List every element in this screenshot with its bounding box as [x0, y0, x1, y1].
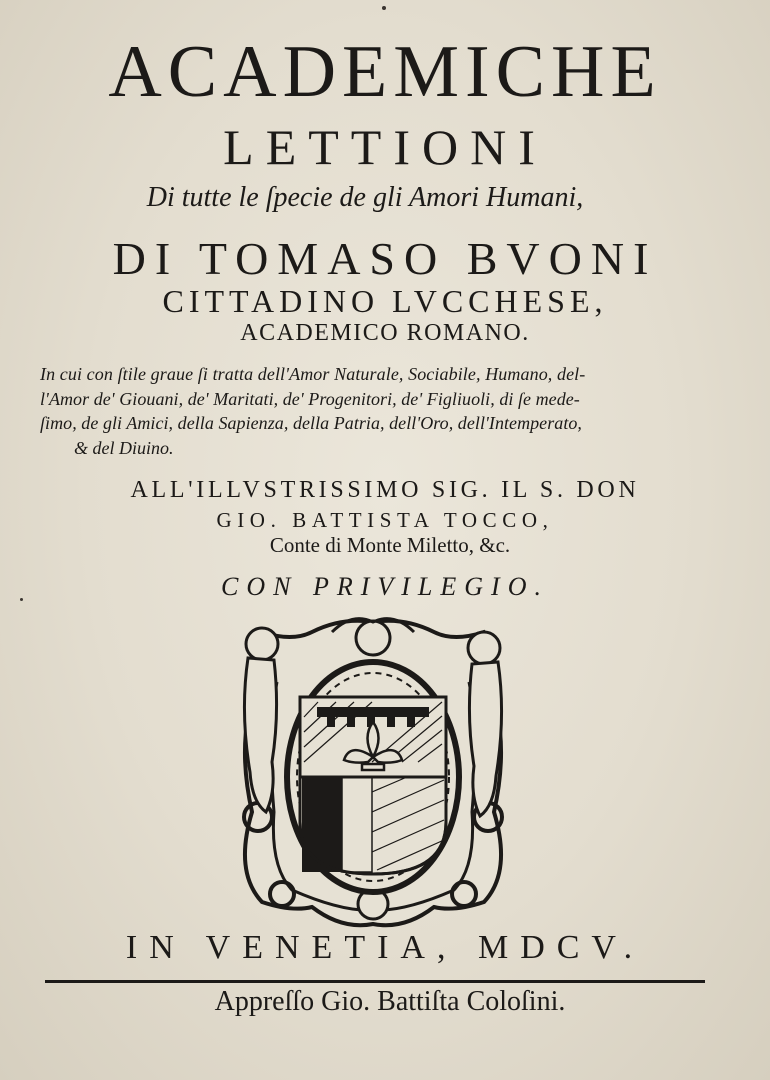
ink-speck	[382, 6, 386, 10]
description-line: & del Diuino.	[74, 437, 174, 458]
imprint-place-date: IN VENETIA, MDCV.	[125, 929, 645, 966]
description-line: In cui con ſtile graue ſi tratta dell'Amor Naturale, Sociabile, Humano, del-	[40, 364, 586, 384]
description-line: l'Amor de' Giouani, de' Maritati, de' Progenitori, de' Figliuoli, di ſe mede-	[40, 388, 580, 409]
dedication-line-1: ALL'ILLVSTRISSIMO SIG. IL S. DON	[130, 477, 640, 503]
divider-rule	[45, 980, 705, 983]
printer-line: Appreſſo Gio. Battiſta Coloſini.	[214, 986, 566, 1017]
coat-of-arms-icon	[222, 612, 524, 930]
ink-speck	[20, 598, 23, 601]
dedication-line-3: Conte di Monte Miletto, &c.	[269, 533, 511, 557]
author-name: DI TOMASO BVONI	[112, 233, 658, 284]
privilege-line: CON PRIVILEGIO.	[221, 572, 549, 601]
dedication-line-2: GIO. BATTISTA TOCCO,	[216, 508, 554, 532]
description-line: ſimo, de gli Amici, della Sapienza, della Patria, dell'Oro, dell'Intemperato,	[40, 413, 582, 433]
author-citizenship: CITTADINO LVCCHESE,	[162, 283, 608, 319]
title-line-1: ACADEMICHE	[108, 31, 662, 113]
description-paragraph	[40, 362, 730, 460]
title-line-2: LETTIONI	[223, 119, 547, 175]
subtitle: Di tutte le ſpecie de gli Amori Humani,	[146, 182, 584, 213]
author-academy: ACADEMICO ROMANO.	[240, 320, 530, 346]
